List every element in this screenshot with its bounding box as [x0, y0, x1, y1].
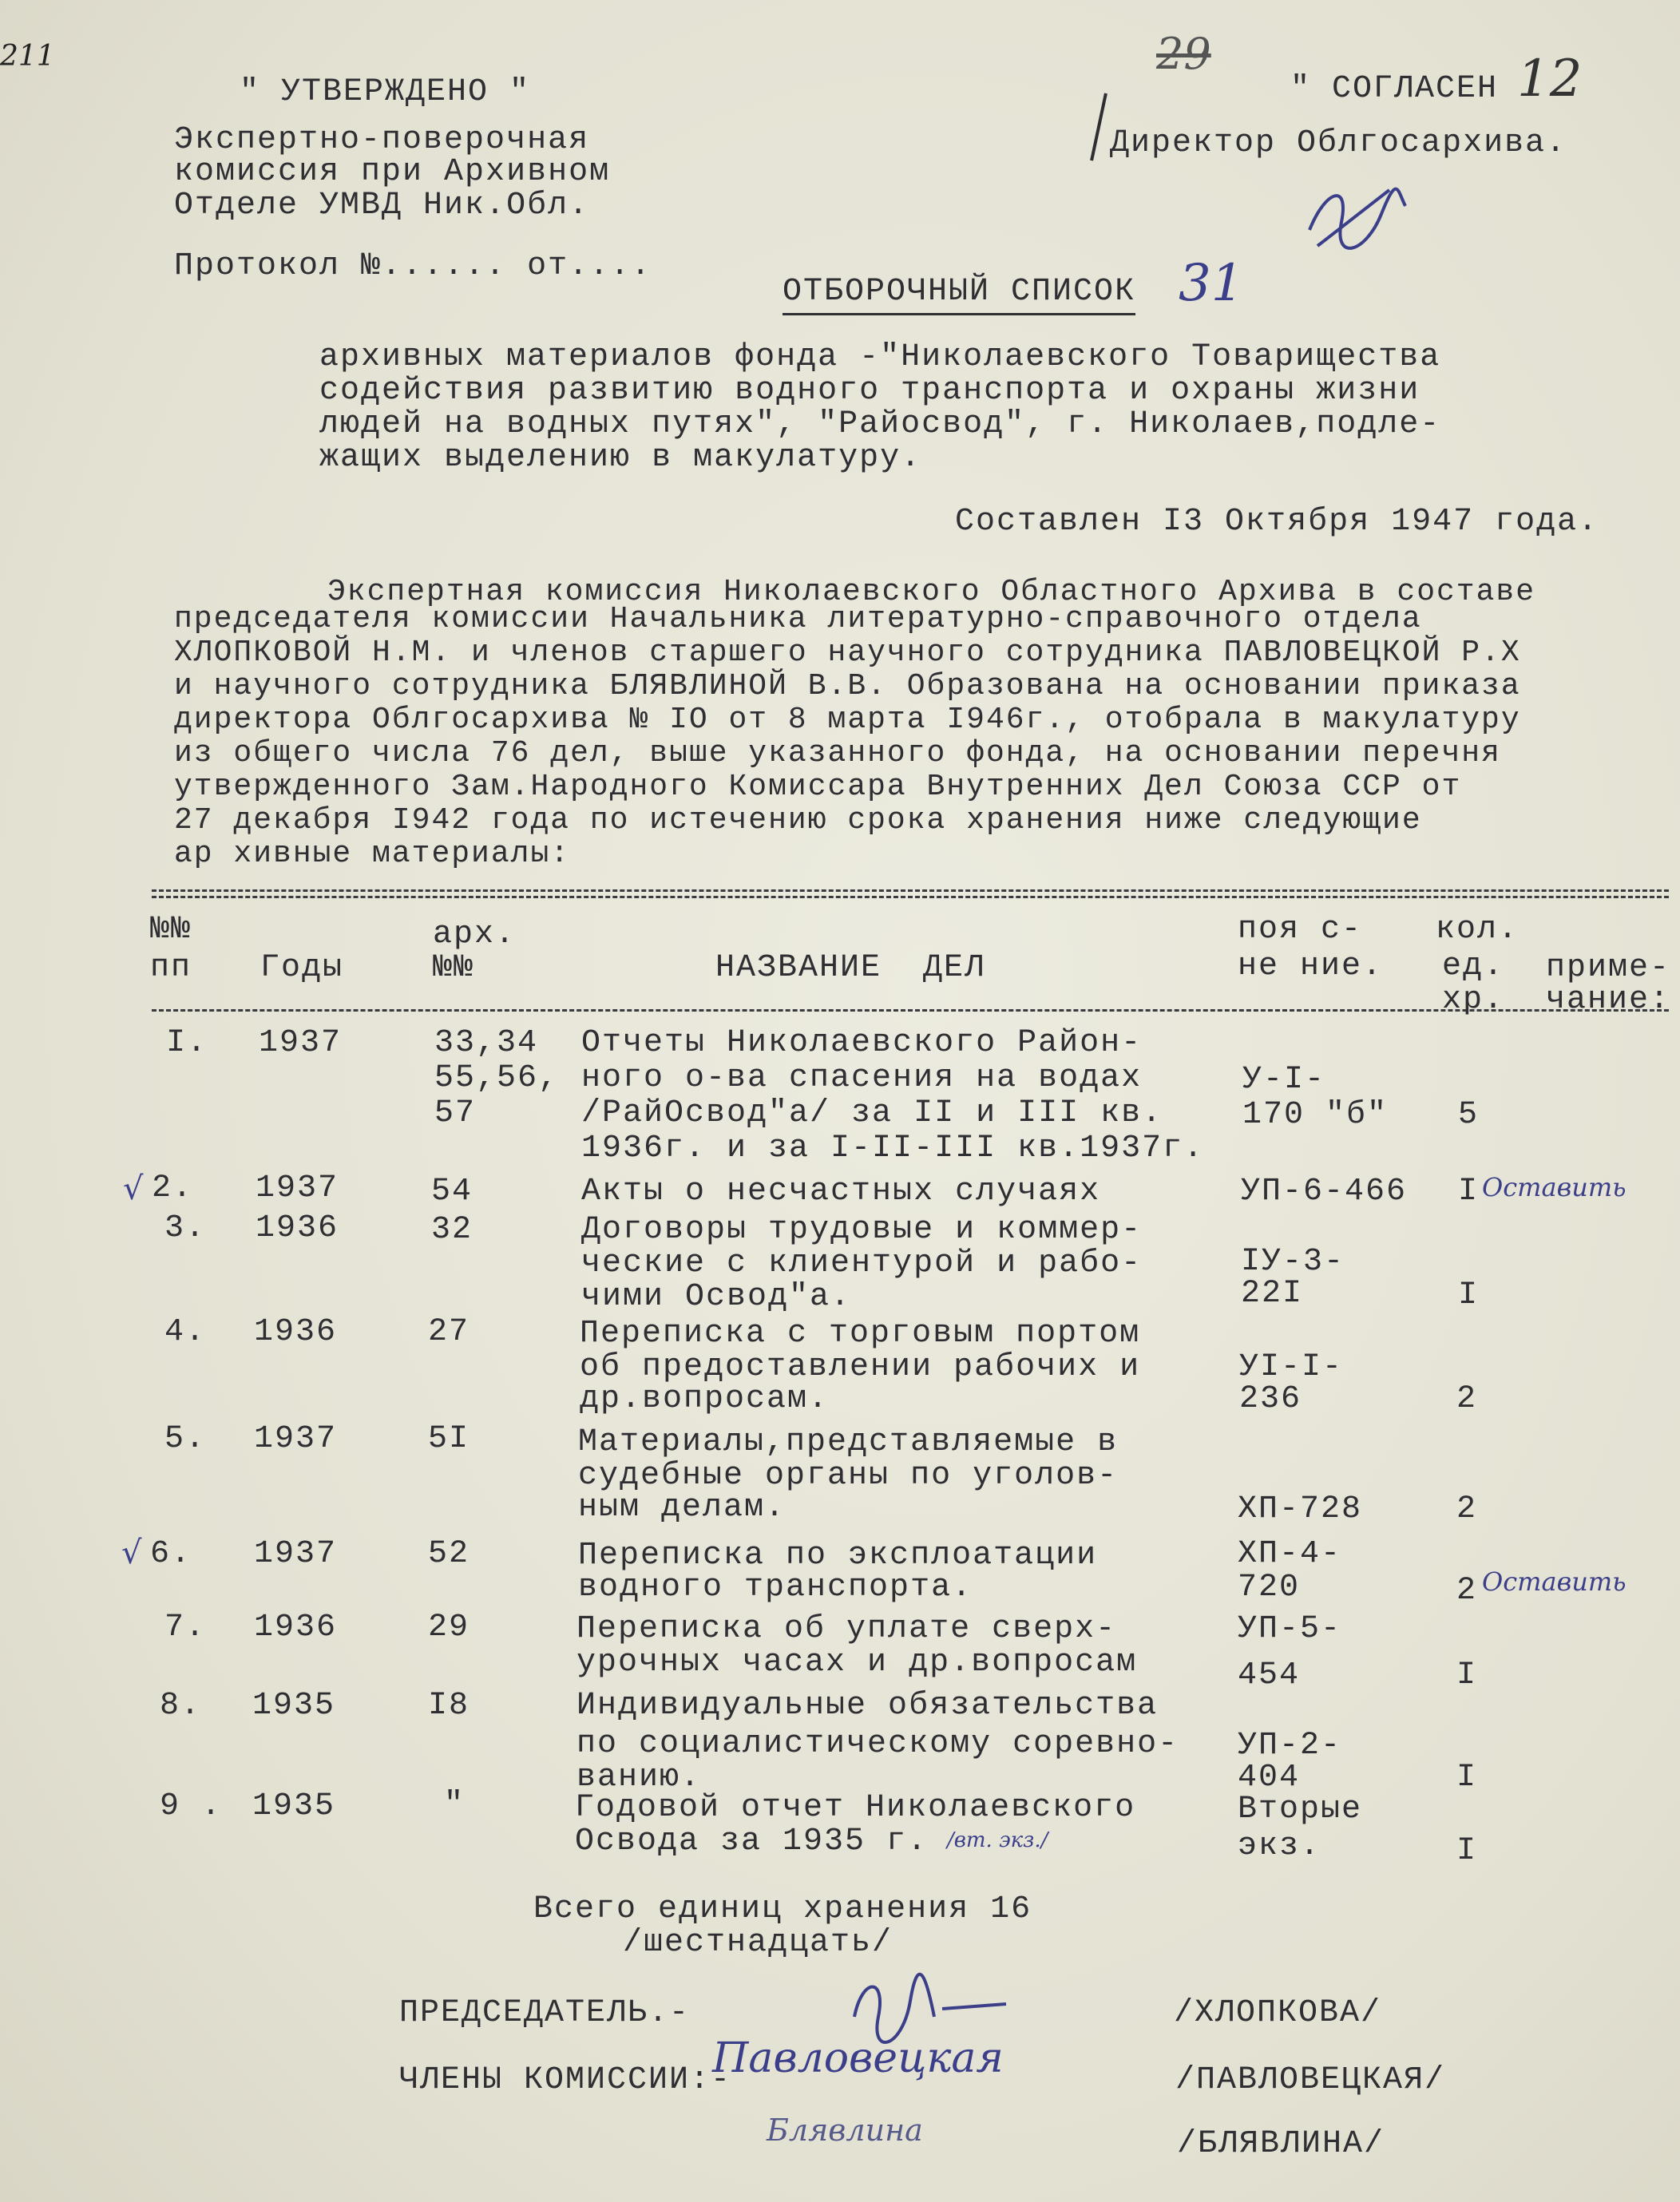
- row6-num: 6.: [150, 1536, 192, 1572]
- row9-title-1: Годовой отчет Николаевского: [575, 1790, 1136, 1826]
- row3-qty: I: [1458, 1277, 1480, 1313]
- row9-arch: ": [444, 1787, 466, 1823]
- row4-qty: 2: [1456, 1381, 1478, 1417]
- row9-qty: I: [1456, 1833, 1478, 1869]
- header-title: НАЗВАНИЕ ДЕЛ: [715, 950, 986, 986]
- row7-title-2: урочных часах и др.вопросам: [577, 1645, 1138, 1681]
- old-sheet-number: 29: [1156, 29, 1211, 79]
- row3-expl-3: 22I: [1241, 1276, 1304, 1312]
- row6-title-2: водного транспорта.: [578, 1570, 973, 1606]
- row1-title-1: Отчеты Николаевского Район-: [581, 1025, 1143, 1061]
- body-line-2: председателя комиссии Начальника литературно-справочного отдела: [174, 602, 1422, 636]
- total-line-1: Всего единиц хранения 16: [533, 1891, 1032, 1927]
- header-arch-1: арх.: [433, 917, 517, 952]
- row7-title-1: Переписка об уплате сверх-: [577, 1611, 1117, 1647]
- body-line-4: и научного сотрудника БЛЯВЛИНОЙ В.В. Образована на основании приказа: [174, 669, 1521, 703]
- row4-num: 4.: [164, 1314, 207, 1350]
- row9-title-2: Освода за 1935 г.: [575, 1824, 929, 1859]
- row2-num: 2.: [152, 1170, 194, 1206]
- row1-title-3: /РайОсвод"а/ за II и III кв.: [581, 1095, 1163, 1131]
- intro-line-1: архивных материалов фонда -"Николаевского Товарищества: [319, 339, 1441, 375]
- row7-expl-2: 454: [1238, 1657, 1301, 1693]
- row7-qty: I: [1456, 1657, 1478, 1693]
- row9-num: 9 .: [160, 1788, 223, 1824]
- row4-expl-3: 236: [1239, 1381, 1302, 1417]
- header-qty-3: хр.: [1442, 982, 1505, 1018]
- approved-line-3: Отделе УМВД Ник.Обл.: [174, 188, 590, 224]
- row3-title-3: чими Освод"а.: [581, 1279, 852, 1315]
- member2-name: /БЛЯВЛИНА/: [1177, 2126, 1385, 2162]
- row1-arch-1: 33,34: [434, 1025, 539, 1061]
- row1-arch-3: 57: [434, 1095, 477, 1131]
- corner-mark: 211: [0, 40, 55, 73]
- agreed-line: Директор Облгосархива.: [1110, 125, 1567, 161]
- heading-number: 31: [1179, 254, 1244, 313]
- row8-num: 8.: [160, 1688, 202, 1724]
- row8-year: 1935: [252, 1688, 336, 1724]
- header-qty-1: кол.: [1436, 912, 1520, 948]
- agree-stroke: [1090, 93, 1107, 161]
- sheet-number: 12: [1517, 50, 1583, 109]
- row6-year: 1937: [254, 1536, 338, 1572]
- row1-num: I.: [166, 1025, 208, 1061]
- row7-arch: 29: [428, 1610, 470, 1646]
- row8-title-2: по социалистическому соревно-: [577, 1726, 1179, 1762]
- member2-signature: Блявлина: [767, 2113, 923, 2148]
- row1-title-4: 1936г. и за I-II-III кв.1937г.: [581, 1131, 1205, 1166]
- chair-label: ПРЕДСЕДАТЕЛЬ.-: [399, 1995, 691, 2031]
- body-line-6: из общего числа 76 дел, выше указанного фонда, на основании перечня: [174, 736, 1501, 770]
- row4-expl-2: УI-I-: [1239, 1349, 1344, 1385]
- row8-title-1: Индивидуальные обязательства: [577, 1688, 1159, 1724]
- row5-title-3: ным делам.: [578, 1490, 787, 1526]
- row1-expl-3: 170 "б": [1242, 1097, 1389, 1133]
- row9-handwritten-note: /вт. экз./: [947, 1828, 1048, 1852]
- row8-title-3: ванию.: [577, 1760, 702, 1796]
- row5-title-2: судебные органы по уголов-: [578, 1458, 1119, 1494]
- row6-title-1: Переписка по эксплоатации: [578, 1538, 1098, 1574]
- agreed-title: " СОГЛАСЕН: [1290, 71, 1499, 107]
- body-line-8: 27 декабря I942 года по истечению срока хранения ниже следующие: [174, 803, 1422, 838]
- body-line-9: ар хивные материалы:: [174, 837, 571, 871]
- row1-expl-2: У-I-: [1242, 1062, 1326, 1098]
- intro-line-4: жащих выделению в макулатуру.: [319, 440, 922, 476]
- header-arch-2: №№: [433, 950, 475, 986]
- row6-expl-1: ХП-4-: [1238, 1536, 1342, 1572]
- row7-num: 7.: [164, 1610, 207, 1646]
- body-line-5: директора Облгосархива № IO от 8 марта I946г., отобрала в макулатуру: [174, 703, 1521, 737]
- row2-note: Оставить: [1482, 1172, 1627, 1202]
- approved-title: " УТВЕРЖДЕНО ": [240, 74, 531, 110]
- row4-title-3: др.вопросам.: [580, 1381, 830, 1417]
- row4-arch: 27: [428, 1314, 470, 1350]
- row3-arch: 32: [431, 1212, 473, 1248]
- row5-expl-3: ХП-728: [1238, 1491, 1363, 1527]
- row1-arch-2: 55,56,: [434, 1060, 560, 1096]
- header-num-2: пп: [150, 950, 192, 986]
- header-num-1: №№: [150, 912, 192, 948]
- body-line-3: ХЛОПКОВОЙ Н.М. и членов старшего научного сотрудника ПАВЛОВЕЦКОЙ Р.Х: [174, 636, 1521, 670]
- row5-qty: 2: [1456, 1491, 1478, 1527]
- header-year: Годы: [260, 950, 344, 986]
- intro-line-3: людей на водных путях", "Райосвод", г. Николаев,подле-: [319, 406, 1441, 442]
- members-label: ЧЛЕНЫ КОМИССИИ:-: [399, 2062, 732, 2098]
- row2-arch: 54: [431, 1174, 473, 1210]
- member1-signature: Павловецкая: [712, 2034, 1004, 2082]
- member1-name: /ПАВЛОВЕЦКАЯ/: [1175, 2062, 1446, 2098]
- row3-year: 1936: [256, 1210, 339, 1246]
- chair-name: /ХЛОПКОВА/: [1174, 1995, 1382, 2031]
- row6-expl-2: 720: [1238, 1570, 1301, 1606]
- row4-year: 1936: [254, 1314, 338, 1350]
- row3-title-1: Договоры трудовые и коммер-: [581, 1212, 1143, 1248]
- row8-qty: I: [1456, 1760, 1478, 1796]
- row2-tick: √: [123, 1170, 145, 1207]
- row9-year: 1935: [252, 1788, 336, 1824]
- row8-expl-2: УП-2-: [1238, 1728, 1342, 1764]
- header-expl-1: поя с-: [1238, 912, 1363, 948]
- row1-title-2: ного о-ва спасения на водах: [581, 1060, 1143, 1096]
- row6-note: Оставить: [1482, 1566, 1627, 1597]
- body-line-1: Экспертная комиссия Николаевского Областного Архива в составе: [327, 575, 1536, 609]
- row5-arch: 5I: [428, 1421, 470, 1457]
- header-qty-2: ед.: [1442, 949, 1505, 984]
- director-signature: [1294, 174, 1413, 270]
- row5-num: 5.: [164, 1421, 207, 1457]
- row7-year: 1936: [254, 1610, 338, 1646]
- approved-line-2: комиссия при Архивном: [174, 154, 611, 190]
- row5-year: 1937: [254, 1421, 338, 1457]
- row9-expl-1: Вторые: [1238, 1792, 1363, 1828]
- row2-year: 1937: [256, 1170, 339, 1206]
- compiled-date: Составлен I3 Октября 1947 года.: [955, 504, 1599, 540]
- table-top-rule-2: [152, 896, 1669, 898]
- row6-qty: 2: [1456, 1573, 1478, 1609]
- row3-num: 3.: [164, 1210, 207, 1246]
- row8-arch: I8: [428, 1688, 470, 1724]
- row7-expl-1: УП-5-: [1238, 1611, 1342, 1647]
- row1-qty: 5: [1458, 1097, 1480, 1133]
- row4-title-1: Переписка с торговым портом: [580, 1316, 1141, 1352]
- protocol-line: Протокол №...... от....: [174, 248, 652, 284]
- row8-expl-3: 404: [1238, 1760, 1301, 1796]
- table-top-rule: [152, 889, 1669, 892]
- row1-year: 1937: [259, 1025, 343, 1061]
- header-expl-2: не ние.: [1238, 949, 1384, 984]
- header-note-1: приме-: [1546, 950, 1671, 986]
- row2-expl: УП-6-466: [1241, 1174, 1408, 1210]
- approved-line-1: Экспертно-поверочная: [174, 122, 590, 158]
- document-heading: ОТБОРОЧНЫЙ СПИСОК: [783, 273, 1135, 315]
- row6-tick: √: [121, 1535, 144, 1571]
- header-note-2: чание:: [1546, 982, 1671, 1018]
- row3-title-2: ческие с клиентурой и рабо-: [581, 1246, 1143, 1281]
- row2-qty: I: [1458, 1174, 1480, 1210]
- row5-title-1: Материалы,представляемые в: [578, 1424, 1119, 1460]
- row4-title-2: об предоставлении рабочих и: [580, 1349, 1141, 1385]
- row2-title: Акты о несчастных случаях: [581, 1174, 1101, 1210]
- table-header-rule: [152, 1009, 1669, 1012]
- total-line-2: /шестнадцать/: [623, 1925, 893, 1961]
- row9-expl-2: экз.: [1238, 1828, 1321, 1864]
- row6-arch: 52: [428, 1536, 470, 1572]
- body-line-7: утвержденного Зам.Народного Комиссара Внутренних Дел Союза ССР от: [174, 770, 1462, 804]
- row3-expl-2: IУ-3-: [1241, 1244, 1345, 1280]
- intro-line-2: содействия развитию водного транспорта и охраны жизни: [319, 373, 1420, 409]
